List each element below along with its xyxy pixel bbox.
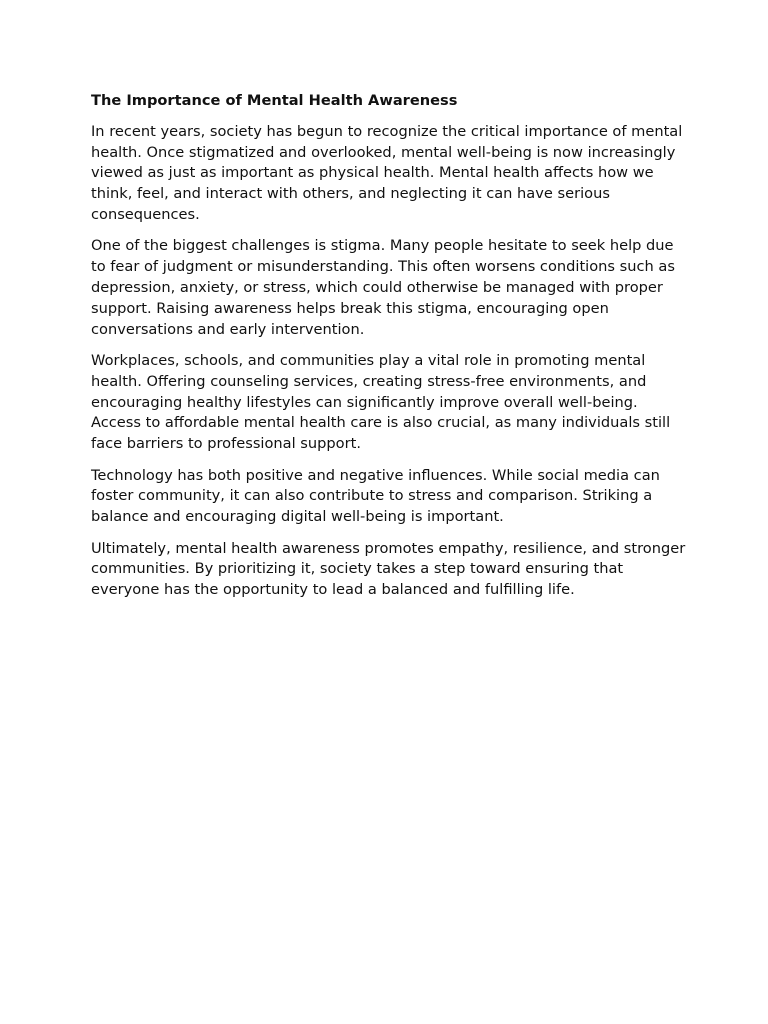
document-title: The Importance of Mental Health Awareness bbox=[91, 92, 458, 109]
document-body bbox=[91, 91, 691, 612]
document-paragraph-1: In recent years, society has begun to recognize the critical importance of mental health. Once stigmatized and overlooked, mental well-being is now increasingly viewed as just as important as physical health. Mental health affects how we think, feel, and interact with others, and neglecting it can have serious consequences. bbox=[91, 122, 683, 223]
document-paragraph-2: One of the biggest challenges is stigma. Many people hesitate to seek help due to fear of judgment or misunderstanding. This often worsens conditions such as depression, anxiety, or stress, which could otherwise be managed with proper support. Raising awareness helps break this stigma, encouraging open conversations and early intervention. bbox=[91, 237, 675, 338]
document-paragraph-5: Ultimately, mental health awareness promotes empathy, resilience, and stronger communities. By prioritizing it, society takes a step toward ensuring that everyone has the opportunity to lead a balanced and fulfilling life. bbox=[91, 539, 686, 599]
document-paragraph-4: Technology has both positive and negative influences. While social media can foster community, it can also contribute to stress and comparison. Striking a balance and encouraging digital well-being is important. bbox=[91, 466, 660, 526]
document-paragraph-3: Workplaces, schools, and communities play a vital role in promoting mental health. Offering counseling services, creating stress-free environments, and encouraging healthy lifestyles can significantly improve overall well-being. Access to affordable mental health care is also crucial, as many individuals still face barriers to professional support. bbox=[91, 351, 671, 453]
